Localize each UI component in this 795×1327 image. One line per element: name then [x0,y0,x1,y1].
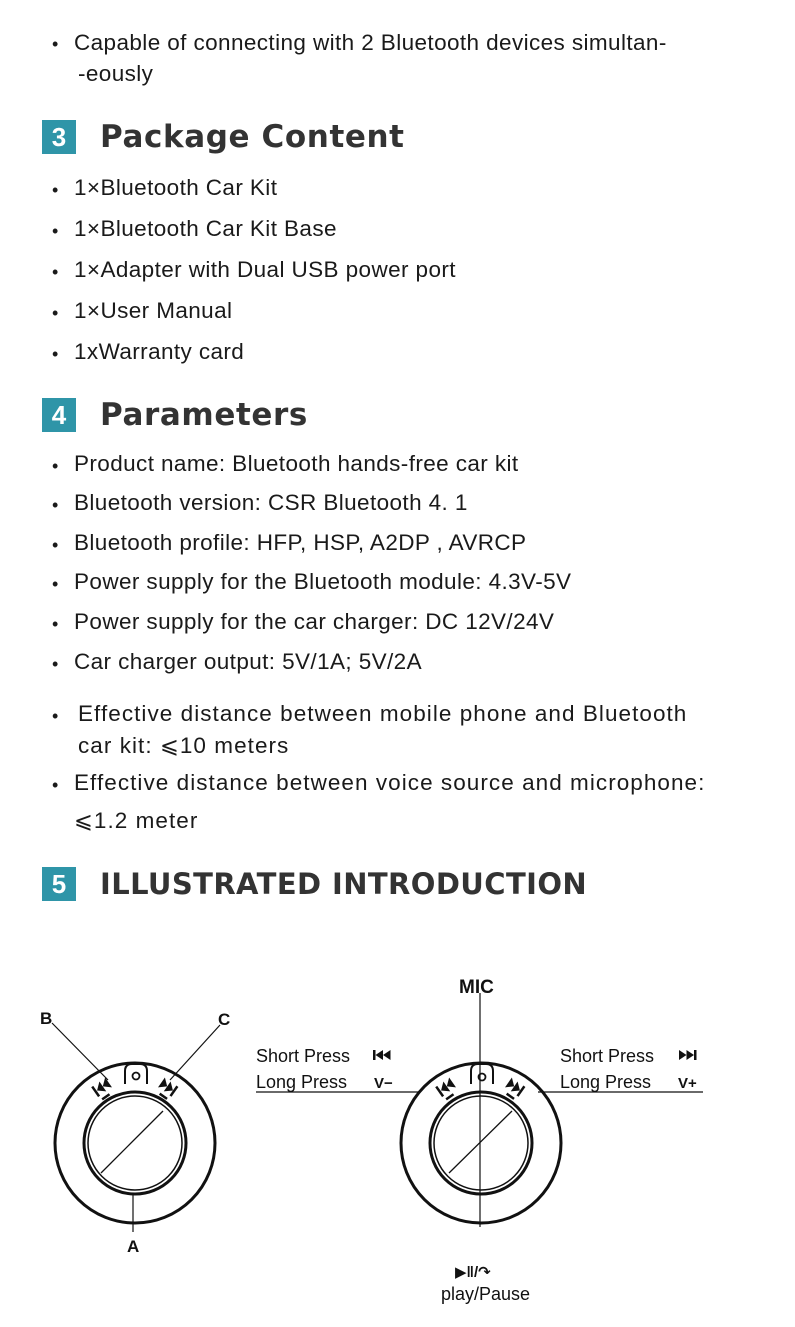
label-mic: MIC [459,977,494,998]
intro-bullet-line1: Capable of connecting with 2 Bluetooth devices simultan- [74,30,667,55]
play-pause-call-icon: ▶‖/↷ [455,1264,491,1281]
list-item: Bluetooth profile: HFP, HSP, A2DP , AVRCP [74,530,527,555]
bullet-dot: • [52,706,59,726]
section-heading-package [42,120,405,154]
section-heading-parameters [42,398,308,432]
list-item: 1×User Manual [74,298,233,323]
bullet-dot: • [52,614,59,634]
label-c: C [218,1010,231,1029]
list-item: 1×Adapter with Dual USB power port [74,257,456,282]
label-a: A [127,1237,140,1256]
list-item: 1xWarranty card [74,339,245,364]
list-item: Power supply for the car charger: DC 12V/24V [74,609,555,634]
bullet-dot: • [52,34,59,54]
bullet-dot: • [52,344,59,364]
intro-bullet-line2: -eously [78,61,154,86]
bullet-dot: • [52,221,59,241]
list-item: 1×Bluetooth Car Kit Base [74,216,337,241]
list-item-distance-mic-line1: Effective distance between voice source and microphone: [74,770,706,795]
bullet-dot: • [52,535,59,555]
mic-slot-icon [125,1064,147,1084]
bullet-dot: • [52,456,59,476]
list-item-distance-phone-line2: car kit: ⩽10 meters [78,733,290,758]
section-title: Parameters [100,397,308,433]
vol-up-icon: V+ [678,1075,697,1092]
list-item: Bluetooth version: CSR Bluetooth 4. 1 [74,490,468,515]
prev-track-icon [373,1050,391,1060]
play-pause-label: play/Pause [441,1284,531,1304]
left-short-press-label: Short Press [256,1046,351,1066]
section-number-badge: 4 [42,398,76,432]
next-track-icon [679,1050,697,1060]
right-short-press-label: Short Press [560,1046,655,1066]
section-number-badge: 3 [42,120,76,154]
device-right [256,993,703,1227]
section-number-badge: 5 [42,867,76,901]
bullet-dot: • [52,180,59,200]
section-title: Package Content [100,119,405,155]
label-b: B [40,1009,53,1028]
bullet-dot: • [52,775,59,795]
list-item: 1×Bluetooth Car Kit [74,175,278,200]
list-item: Power supply for the Bluetooth module: 4.3V-5V [74,569,572,594]
section-heading-illustrated [42,867,587,901]
bullet-dot: • [52,303,59,323]
list-item-distance-mic-line2: ⩽1.2 meter [74,808,199,833]
bullet-dot: • [52,574,59,594]
device-diagram [0,947,795,1327]
device-left [52,1023,220,1232]
list-item: Product name: Bluetooth hands-free car kit [74,451,519,476]
bullet-dot: • [52,495,59,515]
right-long-press-label: Long Press [560,1072,652,1092]
vol-down-icon: V− [374,1075,393,1092]
list-item: Car charger output: 5V/1A; 5V/2A [74,649,422,674]
section-title: ILLUSTRATED INTRODUCTION [100,867,588,901]
bullet-dot: • [52,262,59,282]
list-item-distance-phone-line1: Effective distance between mobile phone and Bluetooth [78,701,688,726]
bullet-dot: • [52,654,59,674]
mic-hole-icon [133,1073,140,1080]
left-long-press-label: Long Press [256,1072,348,1092]
